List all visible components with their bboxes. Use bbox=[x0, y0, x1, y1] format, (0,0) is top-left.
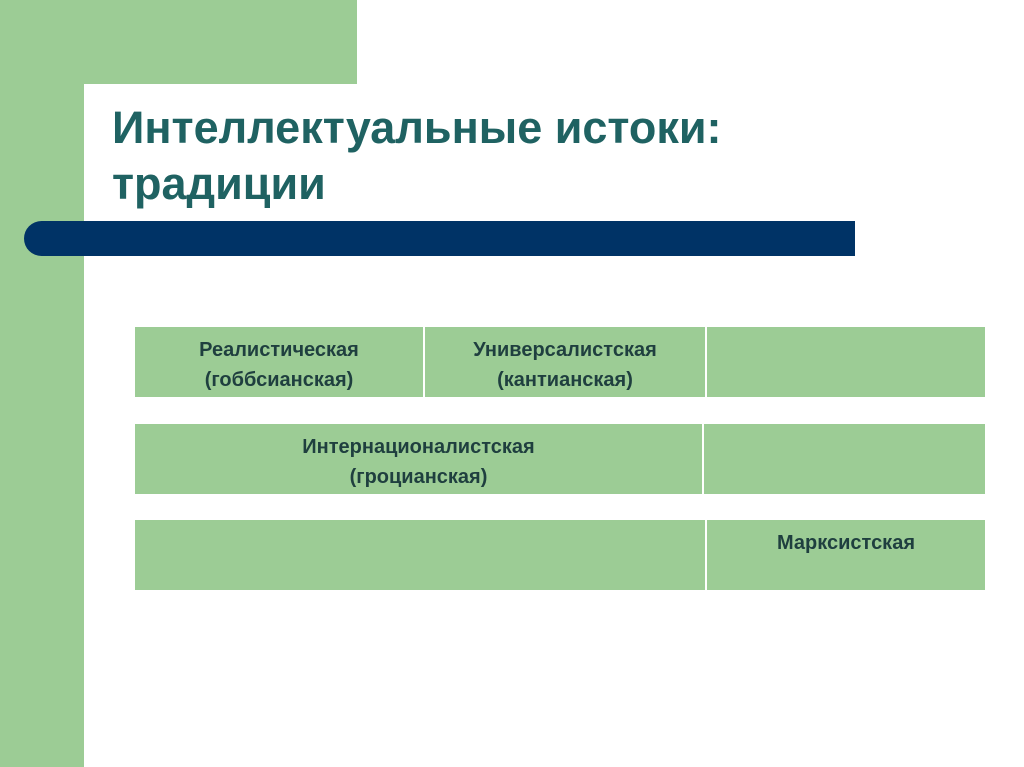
table-cell-empty bbox=[705, 327, 985, 397]
cell-text-line-2: (гоббсианская) bbox=[204, 369, 354, 391]
slide-title-line-1: Интеллектуальные истоки: bbox=[112, 102, 722, 153]
table-cell-marxist: Марксистская bbox=[705, 520, 985, 590]
cell-text-line-1: Интернационалистская bbox=[302, 436, 535, 458]
table-cell-realist bbox=[135, 327, 423, 397]
slide-title-line-2: традиции bbox=[112, 158, 326, 209]
table-cell-empty bbox=[135, 520, 705, 590]
table-row bbox=[135, 424, 985, 494]
cell-text-line-1: Реалистическая bbox=[199, 339, 359, 361]
table-row bbox=[135, 520, 985, 590]
decorative-title-bar bbox=[24, 221, 855, 256]
slide-title bbox=[112, 100, 872, 212]
cell-text-line-2: (гроцианская) bbox=[349, 466, 488, 488]
table-row bbox=[135, 327, 985, 397]
table-cell-internationalist bbox=[135, 424, 702, 494]
table-cell-universalist bbox=[423, 327, 705, 397]
decorative-green-band-left bbox=[0, 0, 84, 767]
cell-text-line-1: Универсалистская bbox=[473, 339, 657, 361]
cell-text-line-2: (кантианская) bbox=[497, 369, 633, 391]
table-cell-empty bbox=[702, 424, 985, 494]
